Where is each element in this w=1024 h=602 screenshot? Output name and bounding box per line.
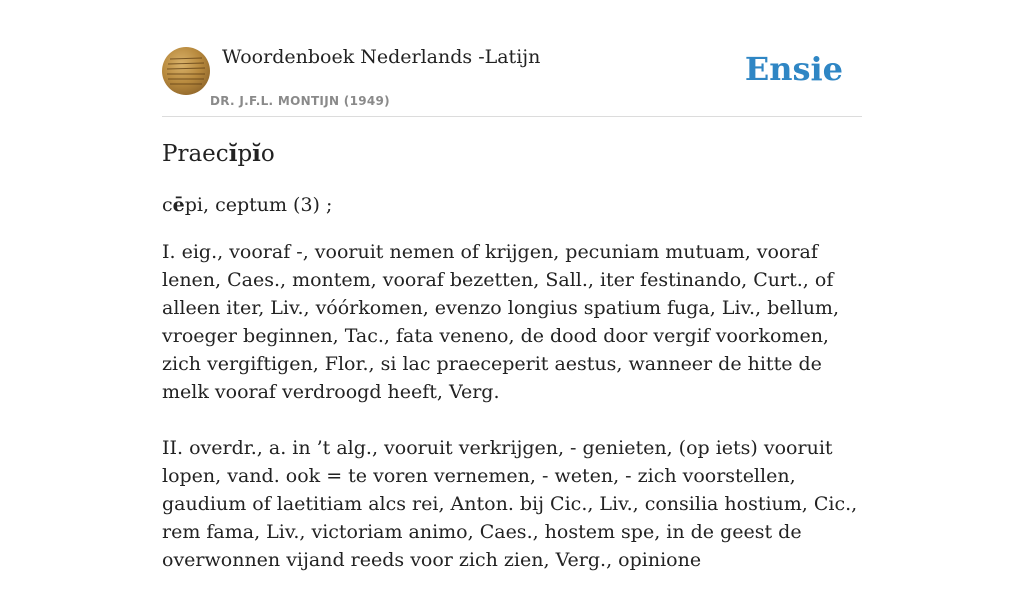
brand-logo-link[interactable]: Ensie xyxy=(744,50,843,88)
entry-headword: Praecĭpĭo xyxy=(162,140,275,167)
entry-forms xyxy=(162,194,332,216)
entry-forms-text: cēpi, ceptum (3) ; xyxy=(162,194,333,216)
page xyxy=(162,0,862,571)
encyclopedia-logo-icon[interactable] xyxy=(162,47,210,95)
author-label: DR. J.F.L. MONTIJN (1949) xyxy=(210,94,390,108)
header xyxy=(162,0,862,117)
entry-definition xyxy=(162,238,862,602)
definition-paragraph: II. overdr., a. in ’t alg., vooruit verkrijgen, - genieten, (op iets) vooruit lopen, vand. ook = te voren vernemen, - weten, - zich voorstellen, gaudium of laetitiam alcs rei, Anton. bij Cic., Liv., consilia hostium, Cic., rem fama, Liv., victoriam animo, Caes., hostem spe, in de geest de overwonnen vijand reeds voor zich zien, Verg., opinione xyxy=(162,437,858,571)
book-title[interactable]: Woordenboek Nederlands -Latijn xyxy=(222,46,541,68)
definition-paragraph: I. eig., vooraf -, vooruit nemen of krijgen, pecuniam mutuam, vooraf lenen, Caes., montem, vooraf bezetten, Sall., iter festinando, Curt., of alleen iter, Liv., vóórkomen, evenzo longius spatium fuga, Liv., bellum, vroeger beginnen, Tac., fata veneno, de dood door vergif voorkomen, zich vergiftigen, Flor., si lac praeceperit aestus, wanneer de hitte de melk vooraf verdroogd heeft, Verg. xyxy=(162,241,839,403)
